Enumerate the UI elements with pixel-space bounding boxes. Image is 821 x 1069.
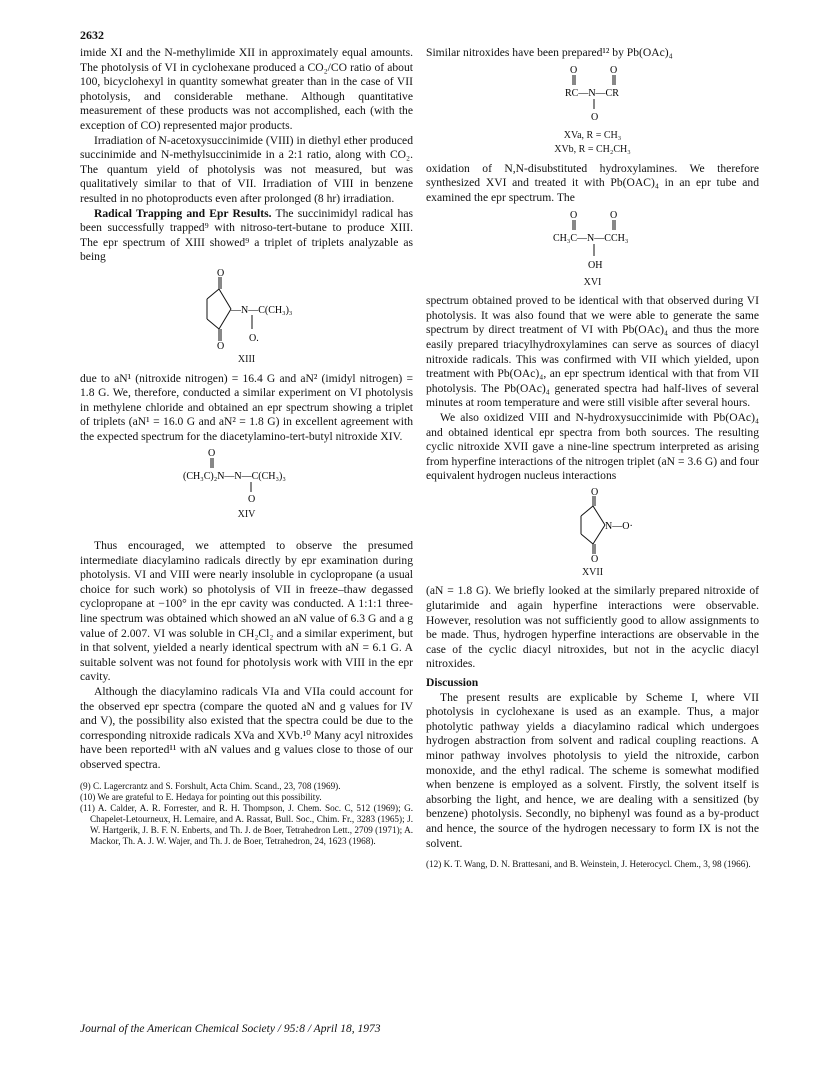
right-column [426, 46, 759, 870]
structure-xv-drawing [493, 65, 693, 125]
paragraph: spectrum obtained proved to be identical with that observed during VI photolysis. It was also found that we were able to generate the same spectrum by direct treatment of VI with Pb(OAc)₄ and thus the more easily prepared triacylhydroxylamines can serve as sources of diacyl nitroxide radicals. This was confirmed with VII which yielded, upon treatment with Pb(OAc)₄, an epr spectrum identical with that from VII photolysis. The Pb(OAc)₄ generated spectra had half-lives of several minutes at room temperature and were still visible after several hours. [426, 294, 759, 410]
structure-xvii [426, 488, 759, 581]
paragraph: Irradiation of N-acetoxysuccinimide (VIII) in diethyl ether produced succinimide and N-methylsuccinimide in a 2:1 ratio, along with CO₂. The quantum yield of photolysis was not measured, but was qualitatively similar to that of VII. Irradiation of VIII in benzene resulted in no photoproducts even after prolonged (8 hr) irradiation. [80, 133, 413, 205]
paragraph: Thus encouraged, we attempted to observe the presumed intermediate diacylamino radicals directly by epr examination during photolysis. VI and VIII were nearly insoluble in cyclopropane (a usual choice for such work) so photolysis of VII in freeze–thaw degassed cyclopropane at −100° in the epr cavity was conducted. A 1:1:1 three-line spectrum was obtained which showed an aN value of 6.3 G and a g value of 2.007. VI was soluble in CH₂Cl₂ and a similar experiment, but in that solvent, yielded a nearly identical spectrum with aN = 6.1 G. A suitable solvent was not found for photolysis work with VIII in the epr cavity. [80, 539, 413, 684]
structure-xiii [80, 269, 413, 368]
paragraph: We also oxidized VIII and N-hydroxysuccinimide with Pb(OAc)₄ and obtained identical epr spectra from both sources. The resulting cyclic nitroxide XVII gave a nine-line spectrum interpreted as arising from hyperfine interactions of the nitrogen triplet (aN = 3.6 G) and four equivalent hydrogen nucleus interactions [426, 410, 759, 483]
svg-text:O: O [216, 340, 224, 349]
paragraph: oxidation of N,N-disubstituted hydroxylamines. We therefore synthesized XVI and treated it with Pb(OAC)₄ in an epr tube and examined the epr spectrum. The [426, 161, 759, 204]
svg-text:O: O [609, 64, 617, 76]
paragraph: (aN = 1.8 G). We briefly looked at the similarly prepared nitroxide of glutarimide and again hyperfine interactions were observable. However, resolution was not sufficiently good to allow assignments to be made. Thus, hydrogen hyperfine interactions are observable in the case of the cyclic diacyl nitroxides, but not in the acyclic diacyl nitroxides. [426, 584, 759, 671]
footnote: (10) We are grateful to E. Hedaya for pointing out this possibility. [80, 791, 322, 802]
paragraph-text: The succinimidyl radical has been successfully trapped⁹ with nitroso-tert-butane to produce XIII. The epr spectrum of XIII showed⁹ a triplet of triplets analyzable as being [80, 206, 414, 264]
structure-xiv [80, 448, 413, 523]
xiv-formula-text: (CH₃C)₂N—N—C(CH₃)₃ [182, 471, 286, 483]
journal-footer: Journal of the American Chemical Society / 95:8 / April 18, 1973 [80, 1023, 381, 1035]
svg-text:O: O [609, 209, 617, 221]
paragraph: due to aN¹ (nitroxide nitrogen) = 16.4 G and aN² (imidyl nitrogen) = 1.8 G. We, therefore, conducted a similar experiment on VI photolysis in methylene chloride and obtained an epr spectrum showing a triplet of triplets (aN¹ = 16.0 G and aN² = 1.8 G) in excellent agreement with the expected spectrum for the diacetylamino-tert-butyl nitroxide XIV. [80, 371, 413, 443]
svg-text:O: O [590, 553, 598, 562]
page-number: 2632 [80, 28, 104, 42]
compound-label-xiii: XIII [237, 353, 256, 365]
svg-text:O: O [569, 64, 577, 76]
footnotes-left [80, 781, 413, 847]
structure-xvii-drawing [493, 488, 693, 562]
xvii-group-text: N—O· [604, 520, 633, 532]
footnote: (12) K. T. Wang, D. N. Brattesani, and B. Weinstein, J. Heterocycl. Chem., 3, 98 (1966). [426, 859, 751, 870]
svg-text:O.: O. [248, 332, 259, 344]
structure-xiv-drawing [147, 448, 347, 504]
compound-label-xvi: XVI [583, 276, 602, 288]
compound-label-xvii: XVII [581, 566, 604, 578]
xvi-formula-text: CH₃C—N—CCH₃ [552, 232, 628, 244]
svg-text:O: O [590, 111, 598, 123]
paragraph: imide XI and the N-methylimide XII in approximately equal amounts. The photolysis of VI in cyclohexane produced a CO₂/CO ratio of about 100, bicyclohexyl in quantity somewhat greater than in the case of VII photolysis, and considerable methane. Although quantitative measurement of these products was not accomplished, each (with the exception of CO) represented major products. [80, 46, 413, 132]
paragraph: The present results are explicable by Scheme I, where VII photolysis in cyclohexane is used as an example. Thus, a major photolytic pathway yields a diacylamino radical which undergoes hydrogen abstraction from solvent and radical coupling reactions. A minor pathway involves photolysis to yield the nitroxide, carbon monoxide, and the ethyl radical. The scheme is somewhat modified when benzene is employed as a solvent. Firstly, the solvent itself is absorbing the light, and hence, we are dealing with a sensitized (by benzene) photolysis. Secondly, no biphenyl was found as a by-product and hence, the source of the hydrogen necessary to form IX is not the solvent. [426, 690, 759, 850]
structure-xvi-drawing [493, 210, 693, 272]
svg-text:O: O [207, 448, 215, 460]
footnote: (9) C. Lagercrantz and S. Forshult, Acta Chim. Scand., 23, 708 (1969). [80, 780, 341, 791]
structure-xiii-drawing [147, 269, 347, 349]
paragraph: Similar nitroxides have been prepared¹² by Pb(OAc)₄ [426, 46, 673, 59]
svg-text:O: O [590, 487, 598, 498]
compound-label-xiv: XIV [237, 509, 256, 521]
svg-text:O: O [569, 209, 577, 221]
compound-label-xvb: XVb, R = CH₂CH₃ [554, 144, 631, 156]
section-heading-discussion: Discussion [426, 676, 479, 690]
left-column [80, 46, 413, 847]
footnotes-right [426, 859, 759, 870]
structure-xvi [426, 210, 759, 291]
compound-label-xva: XVa, R = CH₃ [563, 129, 622, 141]
footnote: (11) A. Calder, A. R. Forrester, and R. H. Thompson, J. Chem. Soc. C, 512 (1969); G. Chapelet-Letourneux, H. Lemaire, and A. Rassat, Bull. Soc., Chim. Fr., 3283 (1965); J. W. Hartgerik, J. B. F. N. Enberts, and Th. J. de Boer, Tetrahedron Lett., 2709 (1971); A. Mackor, Th. A. J. W. Wajer, and Th. J. de Boer, Tetrahedron, 24, 1623 (1968). [80, 802, 413, 846]
xv-formula-text: RC—N—CR [564, 87, 619, 99]
paragraph: Although the diacylamino radicals VIa and VIIa could account for the observed epr spectra (compare the quoted aN and g values for IV and V), the possibility also existed that the spectra could be due to the corresponding nitroxide radicals XVa and XVb.¹⁰ Many acyl nitroxides have been reported¹¹ with aN values and g values close to those of our observed spectra. [80, 685, 413, 771]
svg-text:O: O [216, 268, 224, 279]
xiii-group-text: —N—C(CH₃)₃ [230, 304, 292, 316]
svg-text:O: O [247, 494, 255, 505]
xvi-oh-text: OH [587, 259, 602, 271]
section-runin-heading: Radical Trapping and Epr Results. [94, 206, 272, 220]
structure-xv [426, 65, 759, 158]
paragraph [80, 207, 413, 265]
